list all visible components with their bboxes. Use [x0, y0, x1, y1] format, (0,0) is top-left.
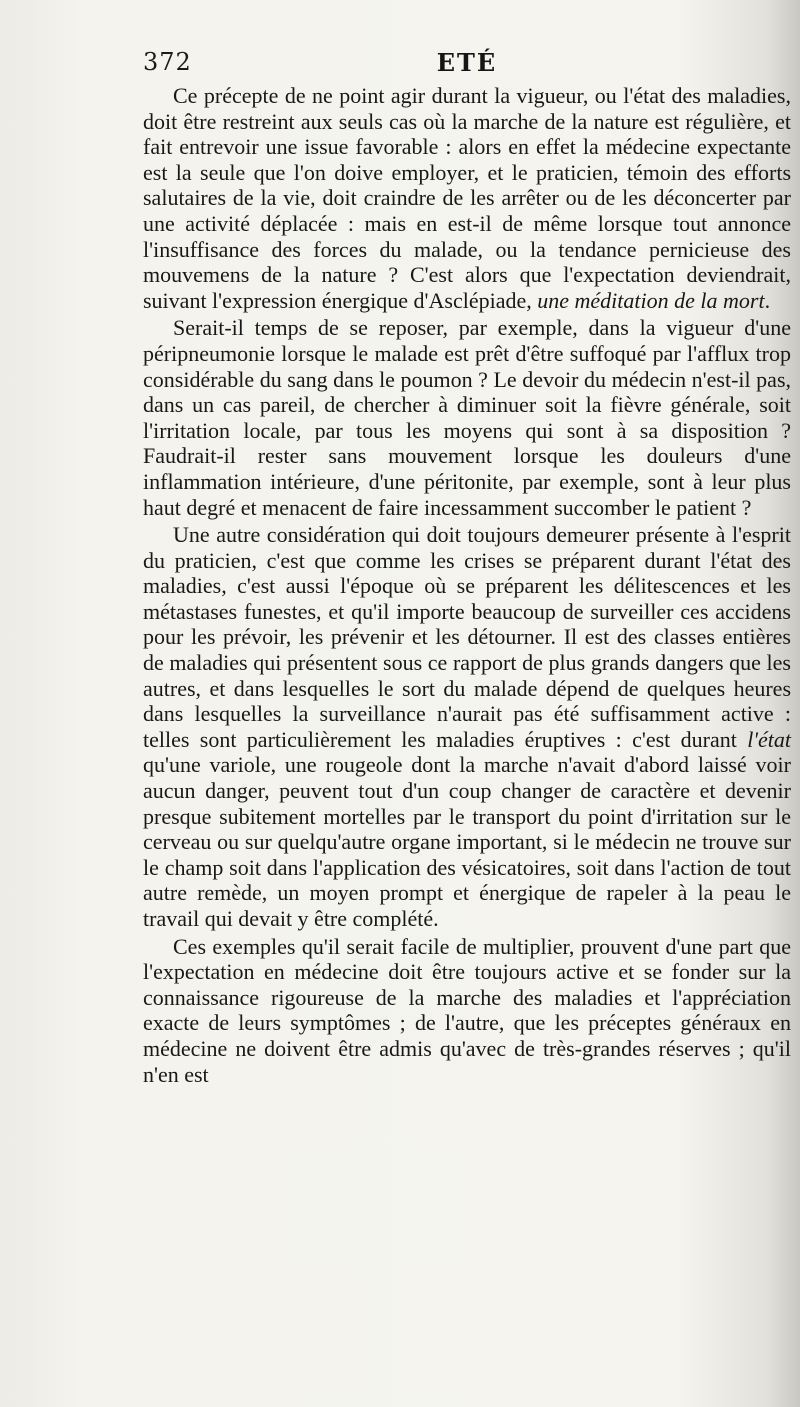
paragraph-text: Serait-il temps de se reposer, par exemple, dans la vigueur d'une péripneumonie lorsque le malade est prêt d'être suffoqué par l'afflux trop considérable du sang dans le poumon ? Le devoir du médecin n'est-il pas, dans un cas pareil, de chercher à diminuer soit la fièvre générale, soit l'irritation locale, par tous les moyens qui sont à sa disposition ? Faudrait-il rester sans mouvement lorsque les douleurs d'une inflammation intérieure, d'une péritonite, par exemple, sont à leur plus haut degré et menacent de faire incessamment succomber le patient ?: [143, 315, 791, 520]
italic-phrase: l'état: [747, 726, 791, 752]
paragraph-text: Une autre considération qui doit toujours demeurer présente à l'esprit du praticien, c'est que comme les crises se préparent durant l'état des maladies, c'est aussi l'époque où se préparent les délitescences et les métastases funestes, et qu'il importe beaucoup de surveiller ces accidens pour les prévoir, les prévenir et les détourner. Il est des classes entières de maladies qui présentent sous ce rapport de plus grands dangers que les autres, et dans lesquelles le sort du malade dépend de quelques heures dans lesquelles la surveillance n'aurait pas été suffisamment active : telles sont particulièrement les maladies éruptives : c'est durant: [143, 522, 791, 752]
paragraph: [143, 83, 791, 313]
paragraph: [143, 934, 791, 1088]
page-number: 372: [143, 48, 192, 76]
running-title: ETÉ: [436, 48, 498, 77]
paragraph-text: Ce précepte de ne point agir durant la vigueur, ou l'état des maladies, doit être restreint aux seuls cas où la marche de la nature est régulière, et fait entrevoir une issue favorable : alors en effet la médecine expectante est la seule que l'on doive employer, et le praticien, témoin des efforts salutaires de la vie, doit craindre de les arrêter ou de les déconcerter par une activité déplacée : mais en est-il de même lorsque tout annonce l'insuffisance des forces du malade, ou la tendance pernicieuse des mouvemens de la nature ? C'est alors que l'expectation deviendrait, suivant l'expression énergique d'Asclépiade,: [143, 83, 791, 313]
paragraph: [143, 315, 791, 520]
paragraph-text: Ces exemples qu'il serait facile de multiplier, prouvent d'une part que l'expectation en médecine doit être toujours active et se fonder sur la connaissance rigoureuse de la marche des maladies et l'appréciation exacte de leurs symptômes ; de l'autre, que les préceptes généraux en médecine ne doivent être admis qu'avec de très-grandes réserves ; qu'il n'en est: [143, 933, 791, 1087]
body-text: [143, 83, 791, 1089]
page-header: [143, 48, 791, 88]
paragraph-text: qu'une variole, une rougeole dont la marche n'avait d'abord laissé voir aucun danger, peuvent tout d'un coup changer de caractère et devenir presque subitement mortelles par le transport du point d'irritation sur le cerveau ou sur quelqu'autre organe important, si le médecin ne trouve sur le champ soit dans l'application des vésicatoires, soit dans l'action de tout autre remède, un moyen prompt et énergique de rapeler à la peau le travail qui devait y être complété.: [143, 752, 791, 931]
paragraph-text: .: [764, 287, 771, 313]
paragraph: [143, 522, 791, 932]
italic-phrase: une méditation de la mort: [537, 287, 765, 313]
